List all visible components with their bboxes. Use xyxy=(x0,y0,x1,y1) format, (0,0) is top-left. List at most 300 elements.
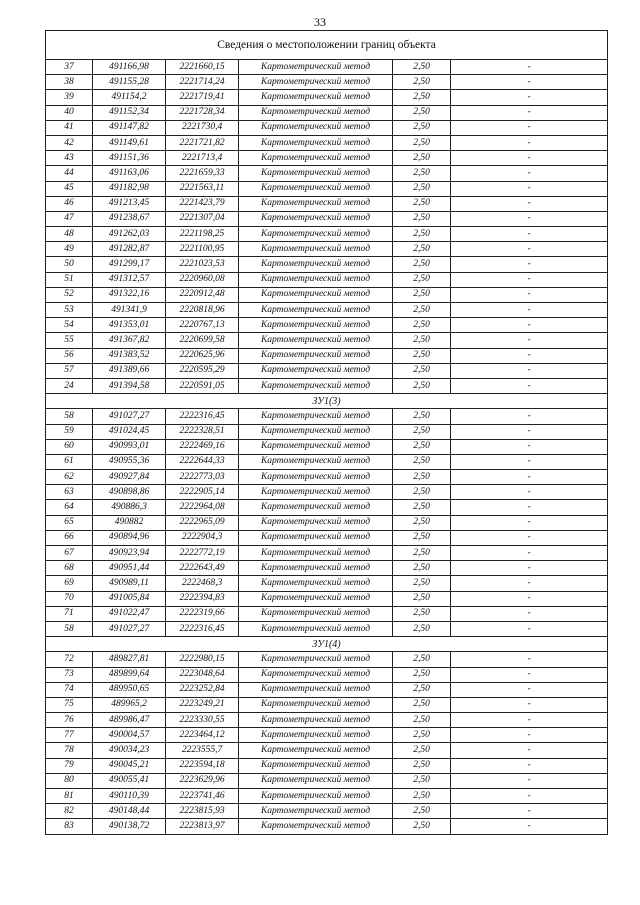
precision-cell: 2,50 xyxy=(393,166,451,181)
method-cell: Картометрический метод xyxy=(239,333,393,348)
point-number-cell: 76 xyxy=(46,713,93,728)
precision-cell: 2,50 xyxy=(393,546,451,561)
method-cell: Картометрический метод xyxy=(239,378,393,393)
point-number-cell: 24 xyxy=(46,378,93,393)
method-cell: Картометрический метод xyxy=(239,804,393,819)
table-row xyxy=(46,652,608,667)
note-cell: - xyxy=(451,773,608,788)
precision-cell: 2,50 xyxy=(393,485,451,500)
point-number-cell: 72 xyxy=(46,652,93,667)
x-coordinate-cell: 491147,82 xyxy=(93,120,166,135)
precision-cell: 2,50 xyxy=(393,713,451,728)
point-number-cell: 70 xyxy=(46,591,93,606)
x-coordinate-cell: 491367,82 xyxy=(93,333,166,348)
note-cell: - xyxy=(451,819,608,834)
method-cell: Картометрический метод xyxy=(239,75,393,90)
table-row xyxy=(46,135,608,150)
y-coordinate-cell: 2223252,84 xyxy=(166,682,239,697)
table-row xyxy=(46,333,608,348)
method-cell: Картометрический метод xyxy=(239,682,393,697)
table-row xyxy=(46,682,608,697)
method-cell: Картометрический метод xyxy=(239,621,393,636)
point-number-cell: 54 xyxy=(46,318,93,333)
point-number-cell: 42 xyxy=(46,135,93,150)
method-cell: Картометрический метод xyxy=(239,318,393,333)
x-coordinate-cell: 491383,52 xyxy=(93,348,166,363)
group-header-row xyxy=(46,394,608,409)
precision-cell: 2,50 xyxy=(393,90,451,105)
x-coordinate-cell: 491027,27 xyxy=(93,621,166,636)
x-coordinate-cell: 490055,41 xyxy=(93,773,166,788)
y-coordinate-cell: 2221307,04 xyxy=(166,211,239,226)
point-number-cell: 53 xyxy=(46,303,93,318)
table-row xyxy=(46,743,608,758)
point-number-cell: 66 xyxy=(46,530,93,545)
table-row xyxy=(46,485,608,500)
point-number-cell: 71 xyxy=(46,606,93,621)
precision-cell: 2,50 xyxy=(393,530,451,545)
precision-cell: 2,50 xyxy=(393,804,451,819)
note-cell: - xyxy=(451,60,608,75)
point-number-cell: 62 xyxy=(46,470,93,485)
point-number-cell: 60 xyxy=(46,439,93,454)
point-number-cell: 40 xyxy=(46,105,93,120)
point-number-cell: 63 xyxy=(46,485,93,500)
precision-cell: 2,50 xyxy=(393,181,451,196)
x-coordinate-cell: 489899,64 xyxy=(93,667,166,682)
method-cell: Картометрический метод xyxy=(239,348,393,363)
point-number-cell: 43 xyxy=(46,151,93,166)
note-cell: - xyxy=(451,166,608,181)
y-coordinate-cell: 2221719,41 xyxy=(166,90,239,105)
table-row xyxy=(46,454,608,469)
point-number-cell: 82 xyxy=(46,804,93,819)
point-number-cell: 41 xyxy=(46,120,93,135)
precision-cell: 2,50 xyxy=(393,151,451,166)
note-cell: - xyxy=(451,363,608,378)
y-coordinate-cell: 2221563,11 xyxy=(166,181,239,196)
precision-cell: 2,50 xyxy=(393,272,451,287)
note-cell: - xyxy=(451,196,608,211)
y-coordinate-cell: 2221721,82 xyxy=(166,135,239,150)
table-row xyxy=(46,606,608,621)
method-cell: Картометрический метод xyxy=(239,242,393,257)
precision-cell: 2,50 xyxy=(393,378,451,393)
x-coordinate-cell: 491152,34 xyxy=(93,105,166,120)
precision-cell: 2,50 xyxy=(393,500,451,515)
note-cell: - xyxy=(451,576,608,591)
y-coordinate-cell: 2222772,19 xyxy=(166,546,239,561)
table-row xyxy=(46,728,608,743)
table-row xyxy=(46,378,608,393)
point-number-cell: 37 xyxy=(46,60,93,75)
table-row xyxy=(46,363,608,378)
note-cell: - xyxy=(451,697,608,712)
x-coordinate-cell: 491394,58 xyxy=(93,378,166,393)
x-coordinate-cell: 490894,96 xyxy=(93,530,166,545)
table-body xyxy=(46,31,608,835)
x-coordinate-cell: 489950,65 xyxy=(93,682,166,697)
point-number-cell: 67 xyxy=(46,546,93,561)
y-coordinate-cell: 2222316,45 xyxy=(166,621,239,636)
point-number-cell: 44 xyxy=(46,166,93,181)
table-row xyxy=(46,500,608,515)
y-coordinate-cell: 2220591,05 xyxy=(166,378,239,393)
point-number-cell: 47 xyxy=(46,211,93,226)
x-coordinate-cell: 491238,67 xyxy=(93,211,166,226)
table-row xyxy=(46,561,608,576)
precision-cell: 2,50 xyxy=(393,287,451,302)
y-coordinate-cell: 2223555,7 xyxy=(166,743,239,758)
table-row xyxy=(46,773,608,788)
point-number-cell: 80 xyxy=(46,773,93,788)
table-row xyxy=(46,758,608,773)
precision-cell: 2,50 xyxy=(393,591,451,606)
point-number-cell: 58 xyxy=(46,409,93,424)
point-number-cell: 74 xyxy=(46,682,93,697)
table-title-row xyxy=(46,31,608,60)
method-cell: Картометрический метод xyxy=(239,303,393,318)
method-cell: Картометрический метод xyxy=(239,135,393,150)
precision-cell: 2,50 xyxy=(393,409,451,424)
y-coordinate-cell: 2223048,64 xyxy=(166,667,239,682)
precision-cell: 2,50 xyxy=(393,789,451,804)
point-number-cell: 48 xyxy=(46,227,93,242)
precision-cell: 2,50 xyxy=(393,333,451,348)
table-row xyxy=(46,242,608,257)
method-cell: Картометрический метод xyxy=(239,211,393,226)
x-coordinate-cell: 490989,11 xyxy=(93,576,166,591)
note-cell: - xyxy=(451,682,608,697)
y-coordinate-cell: 2220595,29 xyxy=(166,363,239,378)
table-row xyxy=(46,804,608,819)
note-cell: - xyxy=(451,409,608,424)
precision-cell: 2,50 xyxy=(393,211,451,226)
x-coordinate-cell: 491163,06 xyxy=(93,166,166,181)
table-row xyxy=(46,530,608,545)
y-coordinate-cell: 2222328,51 xyxy=(166,424,239,439)
y-coordinate-cell: 2220767,13 xyxy=(166,318,239,333)
note-cell: - xyxy=(451,227,608,242)
note-cell: - xyxy=(451,120,608,135)
point-number-cell: 38 xyxy=(46,75,93,90)
y-coordinate-cell: 2220818,96 xyxy=(166,303,239,318)
note-cell: - xyxy=(451,318,608,333)
y-coordinate-cell: 2223629,96 xyxy=(166,773,239,788)
precision-cell: 2,50 xyxy=(393,682,451,697)
y-coordinate-cell: 2223594,18 xyxy=(166,758,239,773)
x-coordinate-cell: 491353,01 xyxy=(93,318,166,333)
precision-cell: 2,50 xyxy=(393,242,451,257)
note-cell: - xyxy=(451,652,608,667)
method-cell: Картометрический метод xyxy=(239,257,393,272)
note-cell: - xyxy=(451,713,608,728)
x-coordinate-cell: 491213,45 xyxy=(93,196,166,211)
y-coordinate-cell: 2220960,08 xyxy=(166,272,239,287)
table-row xyxy=(46,303,608,318)
x-coordinate-cell: 489965,2 xyxy=(93,697,166,712)
x-coordinate-cell: 490004,57 xyxy=(93,728,166,743)
point-number-cell: 78 xyxy=(46,743,93,758)
point-number-cell: 39 xyxy=(46,90,93,105)
y-coordinate-cell: 2222469,16 xyxy=(166,439,239,454)
point-number-cell: 57 xyxy=(46,363,93,378)
table-row xyxy=(46,227,608,242)
point-number-cell: 79 xyxy=(46,758,93,773)
method-cell: Картометрический метод xyxy=(239,667,393,682)
method-cell: Картометрический метод xyxy=(239,652,393,667)
point-number-cell: 65 xyxy=(46,515,93,530)
note-cell: - xyxy=(451,546,608,561)
precision-cell: 2,50 xyxy=(393,667,451,682)
table-row xyxy=(46,789,608,804)
method-cell: Картометрический метод xyxy=(239,773,393,788)
precision-cell: 2,50 xyxy=(393,470,451,485)
precision-cell: 2,50 xyxy=(393,652,451,667)
x-coordinate-cell: 490993,01 xyxy=(93,439,166,454)
note-cell: - xyxy=(451,257,608,272)
method-cell: Картометрический метод xyxy=(239,409,393,424)
table-title: Сведения о местоположении границ объекта xyxy=(46,31,608,60)
method-cell: Картометрический метод xyxy=(239,758,393,773)
x-coordinate-cell: 490886,3 xyxy=(93,500,166,515)
y-coordinate-cell: 2222643,49 xyxy=(166,561,239,576)
method-cell: Картометрический метод xyxy=(239,120,393,135)
precision-cell: 2,50 xyxy=(393,439,451,454)
point-number-cell: 68 xyxy=(46,561,93,576)
y-coordinate-cell: 2222964,08 xyxy=(166,500,239,515)
point-number-cell: 64 xyxy=(46,500,93,515)
method-cell: Картометрический метод xyxy=(239,454,393,469)
y-coordinate-cell: 2223813,97 xyxy=(166,819,239,834)
table-row xyxy=(46,348,608,363)
note-cell: - xyxy=(451,621,608,636)
y-coordinate-cell: 2221713,4 xyxy=(166,151,239,166)
table-row xyxy=(46,318,608,333)
note-cell: - xyxy=(451,591,608,606)
x-coordinate-cell: 491005,84 xyxy=(93,591,166,606)
x-coordinate-cell: 491022,47 xyxy=(93,606,166,621)
table-row xyxy=(46,697,608,712)
precision-cell: 2,50 xyxy=(393,561,451,576)
method-cell: Картометрический метод xyxy=(239,789,393,804)
x-coordinate-cell: 491322,16 xyxy=(93,287,166,302)
x-coordinate-cell: 491299,17 xyxy=(93,257,166,272)
method-cell: Картометрический метод xyxy=(239,105,393,120)
x-coordinate-cell: 490898,86 xyxy=(93,485,166,500)
x-coordinate-cell: 489827,81 xyxy=(93,652,166,667)
method-cell: Картометрический метод xyxy=(239,196,393,211)
method-cell: Картометрический метод xyxy=(239,424,393,439)
note-cell: - xyxy=(451,211,608,226)
precision-cell: 2,50 xyxy=(393,576,451,591)
table-row xyxy=(46,196,608,211)
point-number-cell: 51 xyxy=(46,272,93,287)
table-row xyxy=(46,151,608,166)
precision-cell: 2,50 xyxy=(393,728,451,743)
precision-cell: 2,50 xyxy=(393,60,451,75)
note-cell: - xyxy=(451,303,608,318)
group-label: ЗУ1(3) xyxy=(46,394,608,409)
table-row xyxy=(46,439,608,454)
precision-cell: 2,50 xyxy=(393,773,451,788)
note-cell: - xyxy=(451,758,608,773)
method-cell: Картометрический метод xyxy=(239,713,393,728)
x-coordinate-cell: 490951,44 xyxy=(93,561,166,576)
note-cell: - xyxy=(451,804,608,819)
note-cell: - xyxy=(451,242,608,257)
y-coordinate-cell: 2220699,58 xyxy=(166,333,239,348)
point-number-cell: 59 xyxy=(46,424,93,439)
group-label: ЗУ1(4) xyxy=(46,637,608,652)
note-cell: - xyxy=(451,454,608,469)
note-cell: - xyxy=(451,151,608,166)
note-cell: - xyxy=(451,75,608,90)
precision-cell: 2,50 xyxy=(393,75,451,90)
method-cell: Картометрический метод xyxy=(239,90,393,105)
method-cell: Картометрический метод xyxy=(239,166,393,181)
point-number-cell: 73 xyxy=(46,667,93,682)
point-number-cell: 83 xyxy=(46,819,93,834)
y-coordinate-cell: 2222319,66 xyxy=(166,606,239,621)
table-row xyxy=(46,272,608,287)
method-cell: Картометрический метод xyxy=(239,530,393,545)
precision-cell: 2,50 xyxy=(393,621,451,636)
y-coordinate-cell: 2221023,53 xyxy=(166,257,239,272)
point-number-cell: 46 xyxy=(46,196,93,211)
table-row xyxy=(46,621,608,636)
method-cell: Картометрический метод xyxy=(239,576,393,591)
method-cell: Картометрический метод xyxy=(239,227,393,242)
y-coordinate-cell: 2222468,3 xyxy=(166,576,239,591)
y-coordinate-cell: 2223741,46 xyxy=(166,789,239,804)
precision-cell: 2,50 xyxy=(393,697,451,712)
x-coordinate-cell: 491389,66 xyxy=(93,363,166,378)
precision-cell: 2,50 xyxy=(393,120,451,135)
point-number-cell: 55 xyxy=(46,333,93,348)
point-number-cell: 50 xyxy=(46,257,93,272)
note-cell: - xyxy=(451,515,608,530)
note-cell: - xyxy=(451,485,608,500)
y-coordinate-cell: 2222644,33 xyxy=(166,454,239,469)
x-coordinate-cell: 490927,84 xyxy=(93,470,166,485)
x-coordinate-cell: 491024,45 xyxy=(93,424,166,439)
x-coordinate-cell: 490045,21 xyxy=(93,758,166,773)
table-row xyxy=(46,105,608,120)
point-number-cell: 69 xyxy=(46,576,93,591)
method-cell: Картометрический метод xyxy=(239,151,393,166)
y-coordinate-cell: 2223815,93 xyxy=(166,804,239,819)
x-coordinate-cell: 490148,44 xyxy=(93,804,166,819)
x-coordinate-cell: 491155,28 xyxy=(93,75,166,90)
precision-cell: 2,50 xyxy=(393,606,451,621)
point-number-cell: 45 xyxy=(46,181,93,196)
x-coordinate-cell: 491182,98 xyxy=(93,181,166,196)
note-cell: - xyxy=(451,606,608,621)
method-cell: Картометрический метод xyxy=(239,561,393,576)
note-cell: - xyxy=(451,743,608,758)
precision-cell: 2,50 xyxy=(393,515,451,530)
x-coordinate-cell: 490110,39 xyxy=(93,789,166,804)
precision-cell: 2,50 xyxy=(393,363,451,378)
y-coordinate-cell: 2223330,55 xyxy=(166,713,239,728)
table-row xyxy=(46,591,608,606)
method-cell: Картометрический метод xyxy=(239,363,393,378)
precision-cell: 2,50 xyxy=(393,743,451,758)
precision-cell: 2,50 xyxy=(393,303,451,318)
y-coordinate-cell: 2222965,09 xyxy=(166,515,239,530)
x-coordinate-cell: 490923,94 xyxy=(93,546,166,561)
note-cell: - xyxy=(451,789,608,804)
note-cell: - xyxy=(451,181,608,196)
boundary-coordinates-table xyxy=(45,30,608,835)
precision-cell: 2,50 xyxy=(393,318,451,333)
table-row xyxy=(46,546,608,561)
point-number-cell: 52 xyxy=(46,287,93,302)
x-coordinate-cell: 491151,36 xyxy=(93,151,166,166)
x-coordinate-cell: 491312,57 xyxy=(93,272,166,287)
precision-cell: 2,50 xyxy=(393,819,451,834)
method-cell: Картометрический метод xyxy=(239,697,393,712)
y-coordinate-cell: 2222980,15 xyxy=(166,652,239,667)
method-cell: Картометрический метод xyxy=(239,500,393,515)
table-row xyxy=(46,424,608,439)
x-coordinate-cell: 490955,36 xyxy=(93,454,166,469)
precision-cell: 2,50 xyxy=(393,454,451,469)
table-row xyxy=(46,211,608,226)
x-coordinate-cell: 489986,47 xyxy=(93,713,166,728)
note-cell: - xyxy=(451,90,608,105)
table-row xyxy=(46,90,608,105)
note-cell: - xyxy=(451,105,608,120)
table-row xyxy=(46,166,608,181)
y-coordinate-cell: 2221730,4 xyxy=(166,120,239,135)
table-row xyxy=(46,60,608,75)
y-coordinate-cell: 2222905,14 xyxy=(166,485,239,500)
point-number-cell: 81 xyxy=(46,789,93,804)
table-row xyxy=(46,409,608,424)
table-row xyxy=(46,713,608,728)
method-cell: Картометрический метод xyxy=(239,606,393,621)
precision-cell: 2,50 xyxy=(393,257,451,272)
table-row xyxy=(46,515,608,530)
y-coordinate-cell: 2222394,83 xyxy=(166,591,239,606)
y-coordinate-cell: 2221660,15 xyxy=(166,60,239,75)
note-cell: - xyxy=(451,378,608,393)
table-row xyxy=(46,287,608,302)
x-coordinate-cell: 491282,87 xyxy=(93,242,166,257)
point-number-cell: 61 xyxy=(46,454,93,469)
table-row xyxy=(46,819,608,834)
table-row xyxy=(46,576,608,591)
page-number: 33 xyxy=(314,15,326,29)
y-coordinate-cell: 2222316,45 xyxy=(166,409,239,424)
x-coordinate-cell: 490138,72 xyxy=(93,819,166,834)
precision-cell: 2,50 xyxy=(393,135,451,150)
point-number-cell: 58 xyxy=(46,621,93,636)
y-coordinate-cell: 2221198,25 xyxy=(166,227,239,242)
method-cell: Картометрический метод xyxy=(239,728,393,743)
table-row xyxy=(46,667,608,682)
point-number-cell: 49 xyxy=(46,242,93,257)
precision-cell: 2,50 xyxy=(393,424,451,439)
x-coordinate-cell: 491154,2 xyxy=(93,90,166,105)
precision-cell: 2,50 xyxy=(393,105,451,120)
y-coordinate-cell: 2221100,95 xyxy=(166,242,239,257)
note-cell: - xyxy=(451,561,608,576)
precision-cell: 2,50 xyxy=(393,758,451,773)
x-coordinate-cell: 490034,23 xyxy=(93,743,166,758)
